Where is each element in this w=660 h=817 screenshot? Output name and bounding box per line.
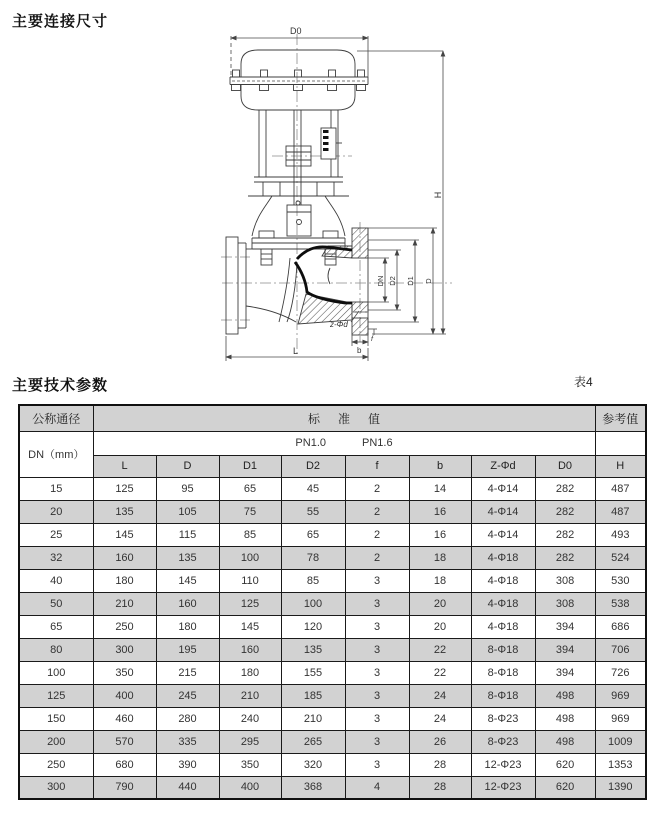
table-row [19, 477, 646, 500]
table-cell: 282 [535, 546, 595, 569]
table-cell: 8-Φ18 [471, 638, 535, 661]
table-cell: 3 [345, 661, 409, 684]
table-cell: 390 [156, 753, 219, 776]
table-cell: 135 [93, 500, 156, 523]
dim-label-h: H [433, 191, 443, 199]
table-cell: 25 [19, 523, 93, 546]
table-cell: 250 [19, 753, 93, 776]
table-cell: 706 [595, 638, 646, 661]
table-cell: 620 [535, 776, 595, 799]
table-cell: 440 [156, 776, 219, 799]
dim-label-d1: D1 [406, 276, 415, 286]
table-cell: 394 [535, 615, 595, 638]
table-cell: 55 [281, 500, 345, 523]
table-cell: 790 [93, 776, 156, 799]
table-cell: 200 [19, 730, 93, 753]
table-cell: 135 [156, 546, 219, 569]
table-cell: 4-Φ14 [471, 500, 535, 523]
dimensions-table [18, 404, 647, 800]
table-cell: 95 [156, 477, 219, 500]
table-cell: 350 [93, 661, 156, 684]
table-cell: 282 [535, 500, 595, 523]
table-cell: 620 [535, 753, 595, 776]
col-header-H: H [595, 455, 646, 477]
table-cell: 460 [93, 707, 156, 730]
header-reference-value: 参考值 [595, 405, 646, 431]
header-row-groups [19, 405, 646, 431]
table-cell: 3 [345, 707, 409, 730]
table-cell: 3 [345, 638, 409, 661]
table-cell: 300 [19, 776, 93, 799]
inlet-flange [226, 237, 238, 334]
table-cell: 8-Φ23 [471, 707, 535, 730]
table-cell: 524 [595, 546, 646, 569]
dim-label-dn: DN [376, 275, 385, 287]
travel-indicator [321, 128, 342, 159]
table-cell: 3 [345, 592, 409, 615]
table-cell: 265 [281, 730, 345, 753]
table-cell: 24 [409, 684, 471, 707]
dim-label-b: b [357, 346, 362, 355]
table-cell: 100 [19, 661, 93, 684]
table-cell: 115 [156, 523, 219, 546]
section-title-technical-parameters: 主要技术参数 [12, 377, 109, 394]
table-cell: 22 [409, 661, 471, 684]
table-row [19, 638, 646, 661]
table-cell: 180 [93, 569, 156, 592]
table-cell: 300 [93, 638, 156, 661]
table-row [19, 730, 646, 753]
col-header-b: b [409, 455, 471, 477]
table-cell: 680 [93, 753, 156, 776]
table-cell: 538 [595, 592, 646, 615]
table-cell: 20 [409, 615, 471, 638]
table-cell: 110 [219, 569, 281, 592]
actuator [230, 50, 368, 110]
dim-label-d0: D0 [290, 26, 302, 36]
table-cell: 969 [595, 684, 646, 707]
table-cell: 65 [19, 615, 93, 638]
table-cell: 4-Φ14 [471, 477, 535, 500]
col-header-f: f [345, 455, 409, 477]
col-header-Z-Phi-d: Z-Φd [471, 455, 535, 477]
table-cell: 1009 [595, 730, 646, 753]
table-cell: 3 [345, 753, 409, 776]
table-cell: 3 [345, 684, 409, 707]
table-cell: 400 [93, 684, 156, 707]
table-cell: 78 [281, 546, 345, 569]
table-cell: 180 [219, 661, 281, 684]
table-cell: 350 [219, 753, 281, 776]
table-cell: 32 [19, 546, 93, 569]
table-cell: 80 [19, 638, 93, 661]
table-cell: 3 [345, 615, 409, 638]
table-cell: 498 [535, 684, 595, 707]
table-row [19, 592, 646, 615]
table-cell: 145 [93, 523, 156, 546]
actuator-bolts [232, 70, 366, 91]
table-cell: 160 [219, 638, 281, 661]
table-cell: 308 [535, 569, 595, 592]
dim-label-l: L [293, 346, 299, 356]
table-cell: 26 [409, 730, 471, 753]
table-cell: 487 [595, 477, 646, 500]
table-cell: 16 [409, 500, 471, 523]
table-cell: 22 [409, 638, 471, 661]
table-cell: 280 [156, 707, 219, 730]
table-cell: 320 [281, 753, 345, 776]
col-header-D2: D2 [281, 455, 345, 477]
table-cell: 24 [409, 707, 471, 730]
table-row [19, 523, 646, 546]
table-cell: 282 [535, 523, 595, 546]
table-cell: 150 [19, 707, 93, 730]
table-cell: 50 [19, 592, 93, 615]
table-row [19, 707, 646, 730]
col-header-L: L [93, 455, 156, 477]
yoke [248, 110, 349, 205]
table-cell: 530 [595, 569, 646, 592]
table-row [19, 569, 646, 592]
table-row [19, 615, 646, 638]
table-cell: 135 [281, 638, 345, 661]
table-cell: 18 [409, 546, 471, 569]
table-row [19, 546, 646, 569]
table-cell: 240 [219, 707, 281, 730]
header-pn-cell [93, 431, 595, 455]
table-cell: 2 [345, 523, 409, 546]
col-header-D0: D0 [535, 455, 595, 477]
table-cell: 282 [535, 477, 595, 500]
table-cell: 2 [345, 546, 409, 569]
table-cell: 1353 [595, 753, 646, 776]
table-row [19, 776, 646, 799]
table-cell: 16 [409, 523, 471, 546]
table-cell: 394 [535, 661, 595, 684]
table-cell: 335 [156, 730, 219, 753]
dim-label-d2: D2 [388, 276, 397, 286]
table-cell: 498 [535, 730, 595, 753]
table-cell: 4-Φ18 [471, 615, 535, 638]
table-cell: 210 [93, 592, 156, 615]
table-cell: 120 [281, 615, 345, 638]
table-cell: 250 [93, 615, 156, 638]
table-cell: 308 [535, 592, 595, 615]
table-cell: 180 [156, 615, 219, 638]
table-cell: 20 [19, 500, 93, 523]
table-cell: 45 [281, 477, 345, 500]
table-cell: 1390 [595, 776, 646, 799]
table-cell: 498 [535, 707, 595, 730]
table-cell: 145 [219, 615, 281, 638]
table-cell: 18 [409, 569, 471, 592]
table-cell: 20 [409, 592, 471, 615]
table-cell: 14 [409, 477, 471, 500]
table-cell: 368 [281, 776, 345, 799]
table-row [19, 661, 646, 684]
table-row [19, 684, 646, 707]
table-cell: 160 [93, 546, 156, 569]
header-nominal-diameter: 公称通径 [19, 405, 93, 431]
table-cell: 726 [595, 661, 646, 684]
table-cell: 493 [595, 523, 646, 546]
table-cell: 210 [219, 684, 281, 707]
table-cell: 3 [345, 730, 409, 753]
table-cell: 100 [281, 592, 345, 615]
table-cell: 12-Φ23 [471, 753, 535, 776]
outlet-flange-section [298, 228, 368, 335]
table-cell: 15 [19, 477, 93, 500]
table-cell: 8-Φ18 [471, 684, 535, 707]
dim-label-d: D [424, 278, 433, 284]
pn-rating-2: PN1.6 [362, 437, 393, 449]
table-cell: 394 [535, 638, 595, 661]
table-cell: 2 [345, 500, 409, 523]
table-cell: 160 [156, 592, 219, 615]
table-cell: 210 [281, 707, 345, 730]
table-cell: 85 [281, 569, 345, 592]
table-cell: 295 [219, 730, 281, 753]
table-cell: 570 [93, 730, 156, 753]
table-cell: 185 [281, 684, 345, 707]
header-standard-values: 标准值 [93, 405, 595, 431]
header-row-columns [19, 455, 646, 477]
table-cell: 12-Φ23 [471, 776, 535, 799]
table-cell: 4-Φ14 [471, 523, 535, 546]
table-cell: 28 [409, 753, 471, 776]
table-cell: 215 [156, 661, 219, 684]
table-cell: 8-Φ18 [471, 661, 535, 684]
table-cell: 686 [595, 615, 646, 638]
dim-label-z-phi-d: z-Φd [330, 320, 348, 329]
col-header-D: D [156, 455, 219, 477]
header-reference-spacer [595, 431, 646, 455]
table-cell: 125 [219, 592, 281, 615]
table-cell: 65 [281, 523, 345, 546]
table-cell: 28 [409, 776, 471, 799]
table-cell: 125 [93, 477, 156, 500]
section-title-connection-dimensions: 主要连接尺寸 [12, 13, 109, 30]
table-row [19, 753, 646, 776]
table-cell: 155 [281, 661, 345, 684]
table-cell: 2 [345, 477, 409, 500]
pn-rating-1: PN1.0 [295, 437, 326, 449]
table-caption: 表4 [574, 375, 593, 389]
table-cell: 3 [345, 569, 409, 592]
table-cell: 8-Φ23 [471, 730, 535, 753]
table-cell: 100 [219, 546, 281, 569]
table-cell: 969 [595, 707, 646, 730]
table-cell: 4-Φ18 [471, 569, 535, 592]
table-cell: 4-Φ18 [471, 592, 535, 615]
dim-label-f: f [371, 336, 373, 343]
dimensions-table-body [19, 405, 646, 799]
table-cell: 400 [219, 776, 281, 799]
header-row-pn [19, 431, 646, 455]
table-cell: 65 [219, 477, 281, 500]
table-cell: 4-Φ18 [471, 546, 535, 569]
valve-drawing [0, 0, 660, 400]
table-cell: 487 [595, 500, 646, 523]
col-header-D1: D1 [219, 455, 281, 477]
table-cell: 125 [19, 684, 93, 707]
table-cell: 75 [219, 500, 281, 523]
table-row [19, 500, 646, 523]
header-dn-unit: DN（mm） [19, 431, 93, 477]
table-cell: 195 [156, 638, 219, 661]
table-cell: 40 [19, 569, 93, 592]
table-cell: 245 [156, 684, 219, 707]
table-cell: 145 [156, 569, 219, 592]
table-cell: 105 [156, 500, 219, 523]
table-cell: 85 [219, 523, 281, 546]
table-cell: 4 [345, 776, 409, 799]
